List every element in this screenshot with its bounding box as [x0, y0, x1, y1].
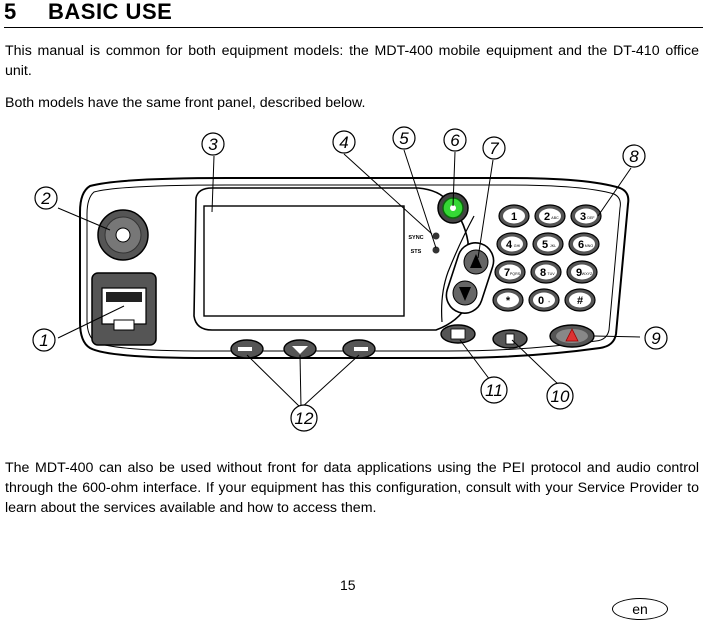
- keypad-key-main: 6: [577, 239, 585, 251]
- keypad-key-main: #: [576, 295, 584, 307]
- callout-3: [202, 133, 224, 155]
- callout-label: 11: [485, 381, 503, 400]
- soft-keys: [231, 340, 375, 358]
- panel-paragraph: Both models have the same front panel, described below.: [5, 95, 366, 111]
- keypad-key: [497, 233, 527, 255]
- callout-label: 3: [208, 135, 218, 154]
- keypad: [493, 205, 601, 311]
- menu-button: [493, 330, 527, 348]
- page-number: 15: [340, 577, 356, 593]
- keypad-key-letters: ABC: [551, 216, 559, 220]
- keypad-key-main: 5: [541, 239, 549, 251]
- keypad-key: [533, 233, 563, 255]
- callout-2: [35, 187, 57, 209]
- keypad-key-main: 0: [537, 295, 545, 307]
- callout-5: [393, 127, 415, 149]
- keypad-key-letters: WXYZ: [581, 272, 593, 276]
- keypad-key-letters: GHI: [513, 244, 521, 248]
- sync-indicator-label: SYNC: [408, 235, 424, 241]
- front-panel-figure: [28, 122, 678, 438]
- intro-paragraph: This manual is common for both equipment models: the MDT-400 mobile equipment and the DT-410 office unit.: [5, 43, 699, 79]
- display-screen: [204, 206, 404, 316]
- keypad-key-letters: TUV: [547, 272, 555, 276]
- callout-label: 5: [399, 129, 409, 148]
- callout-label: 7: [489, 139, 499, 158]
- callout-label: 4: [339, 133, 349, 152]
- keypad-key: [571, 205, 601, 227]
- keypad-key: [567, 261, 597, 283]
- callout-label: 2: [41, 189, 51, 208]
- keypad-key-main: 4: [505, 239, 513, 251]
- callout-label: 9: [651, 329, 661, 348]
- keypad-key-letters: MNO: [584, 244, 594, 248]
- keypad-key-letters: DEF: [587, 216, 595, 220]
- emergency-button: [550, 325, 594, 347]
- keypad-key-letters: PQRS: [509, 272, 521, 276]
- callout-9: [645, 327, 667, 349]
- keypad-key-main: 2: [543, 211, 551, 223]
- section-title: BASIC USE: [48, 0, 173, 24]
- status-indicator-label: STS: [410, 249, 422, 255]
- callout-7: [483, 137, 505, 159]
- keypad-key: [493, 289, 523, 311]
- keypad-key-main: 1: [510, 211, 518, 223]
- callout-label: 10: [550, 387, 570, 406]
- keypad-key: [531, 261, 561, 283]
- keypad-key-main: 3: [579, 211, 587, 223]
- keypad-key-main: 9: [575, 267, 583, 279]
- callout-4: [333, 131, 355, 153]
- callout-8: [623, 145, 645, 167]
- display-bezel: [194, 188, 468, 330]
- section-number: 5: [4, 0, 17, 24]
- keypad-key: [535, 205, 565, 227]
- callout-label: 8: [629, 147, 639, 166]
- scroll-rocker: [442, 238, 498, 318]
- keypad-key: [529, 289, 559, 311]
- keypad-key: [565, 289, 595, 311]
- keypad-key-main: 7: [503, 267, 511, 279]
- section-heading: [4, 0, 703, 28]
- callout-10: [547, 383, 573, 409]
- keypad-key-letters: +: [547, 300, 551, 304]
- keypad-key-main: *: [505, 295, 511, 307]
- volume-knob: [98, 210, 148, 260]
- microphone-connector: [92, 273, 156, 345]
- keypad-key-main: 8: [539, 267, 547, 279]
- phonebook-button: [441, 325, 475, 343]
- callout-label: 1: [39, 331, 49, 350]
- language-badge: en: [612, 598, 668, 620]
- keypad-key-letters: JKL: [549, 244, 557, 248]
- callout-1: [33, 329, 55, 351]
- keypad-key: [495, 261, 525, 283]
- callout-label: 6: [450, 131, 460, 150]
- callout-12: [291, 405, 317, 431]
- without-front-paragraph: The MDT-400 can also be used without front for data applications using the PEI protocol and audio control through the 600-ohm interface. If your equipment has this configuration, consult with your Service Provider to learn about the services available and how to access them.: [5, 460, 699, 516]
- callout-6: [444, 129, 466, 151]
- keypad-key: [499, 205, 529, 227]
- callout-11: [481, 377, 507, 403]
- callout-label: 12: [294, 409, 314, 428]
- keypad-key: [569, 233, 599, 255]
